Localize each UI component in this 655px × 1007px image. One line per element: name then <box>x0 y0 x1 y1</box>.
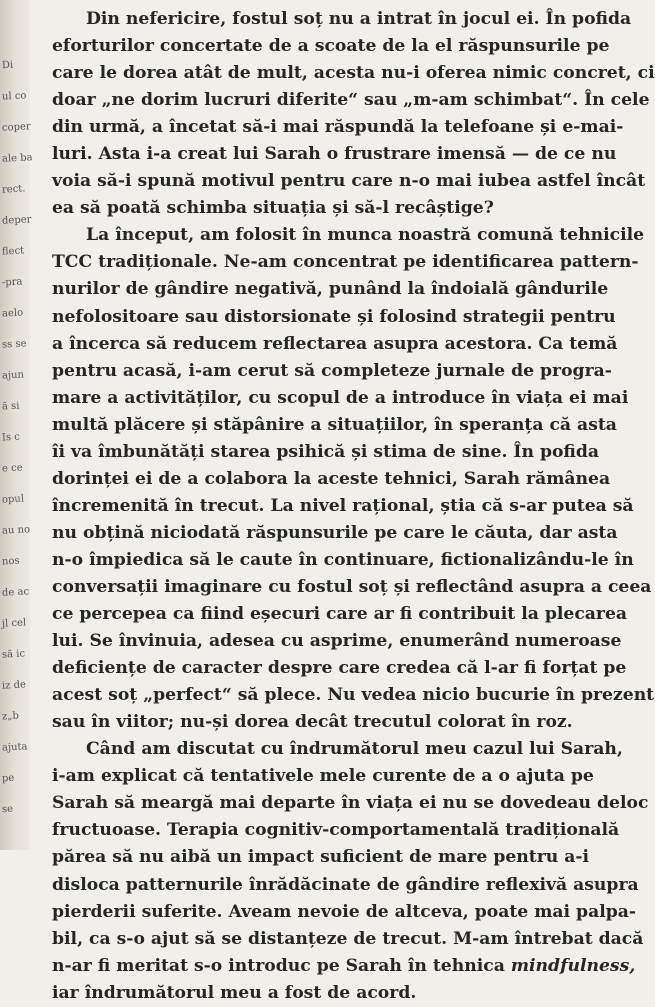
text-line: n-o împiedica să le caute în continuare, fictionalizându-le în <box>52 549 634 570</box>
gutter-fragment: ajun <box>1 369 25 382</box>
text-line: eforturilor concertate de a scoate de la el răspunsurile pe <box>52 36 610 57</box>
text-line: voia să-i spună motivul pentru care n-o mai iubea astfel încât <box>52 171 646 192</box>
text-line: mare a activităților, cu scopul de a introduce în viața ei mai <box>52 387 629 408</box>
gutter-fragment: jl cel <box>1 617 27 630</box>
text-line: a încerca să reducem reflectarea asupra acestora. Ca temă <box>52 333 618 354</box>
text-line-start: n-ar fi meritat s-o introduc pe Sarah în tehnica <box>52 955 511 976</box>
gutter-fragment: de ac <box>1 586 30 599</box>
text-line: TCC tradiționale. Ne-am concentrat pe identificarea pattern- <box>52 252 639 273</box>
gutter-fragment: ajuta <box>1 741 28 754</box>
text-line: La început, am folosit în munca noastră comună tehnicile <box>86 225 645 246</box>
text-line: Sarah să meargă mai departe în viața ei nu se dovedeau deloc <box>52 793 649 814</box>
gutter-fragment: -pra <box>1 276 23 289</box>
text-line: acest soț „perfect“ să plece. Nu vedea nicio bucurie în prezent <box>52 685 655 706</box>
gutter-fragment: ss se <box>1 338 27 351</box>
text-line: dorinței ei de a colabora la aceste tehnici, Sarah rămânea <box>52 468 611 489</box>
text-line: multă plăcere și stăpânire a situațiilor, în speranța că asta <box>52 414 617 435</box>
paragraph-1 <box>52 6 655 222</box>
book-page <box>52 6 655 1007</box>
text-line: nurilor de gândire negativă, punând la îndoială gândurile <box>52 279 609 300</box>
gutter-fragment: ale ba <box>1 152 33 165</box>
text-line: i-am explicat că tentativele mele curente de a o ajuta pe <box>52 766 594 787</box>
adjacent-page-edge <box>0 0 33 850</box>
text-line: pentru acasă, i-am cerut să completeze jurnale de progra- <box>52 360 612 381</box>
text-line: ea să poată schimba situația și să-l recâștige? <box>52 198 494 219</box>
text-line: fructuoase. Terapia cognitiv-comportamentală tradițională <box>52 820 620 841</box>
text-line: deficiențe de caracter despre care credea că l-ar fi forțat pe <box>52 658 627 679</box>
text-line: îi va îmbunătăți starea psihică și stima de sine. În pofida <box>52 441 600 462</box>
text-line: disloca patternurile înrădăcinate de gândire reflexivă asupra <box>52 874 639 895</box>
gutter-fragment: Di <box>1 59 14 72</box>
text-line: iar îndrumătorul meu a fost de acord. <box>52 982 417 1003</box>
gutter-fragment: ă si <box>1 400 20 413</box>
paragraph-3 <box>52 736 649 1006</box>
gutter-fragment: rect. <box>1 183 26 196</box>
gutter-fragment: coper <box>1 121 32 134</box>
text-line: Când am discutat cu îndrumătorul meu cazul lui Sarah, <box>86 739 623 760</box>
text-line: părea să nu aibă un impact suficient de mare pentru a-i <box>52 847 590 868</box>
text-line: bil, ca s-o ajut să se distanțeze de trecut. M-am întrebat dacă <box>52 928 644 949</box>
text-line: nu obțină niciodată răspunsurile pe care le căuta, dar asta <box>52 522 618 543</box>
text-line: lui. Se învinuia, adesea cu asprime, enumerând numeroase <box>52 631 622 652</box>
gutter-fragment: Is c <box>1 431 21 444</box>
gutter-fragment: opul <box>1 493 25 506</box>
gutter-fragment: aelo <box>1 307 24 320</box>
gutter-fragment: pe <box>1 772 15 785</box>
gutter-fragment: deper <box>1 214 32 227</box>
italic-term: mindfulness, <box>510 955 636 976</box>
gutter-fragment: au no <box>1 524 31 537</box>
text-line: încremenită în trecut. La nivel rațional, știa că s-ar putea să <box>52 495 634 516</box>
gutter-fragment: se <box>1 803 14 816</box>
text-line: nefolositoare sau distorsionate și folosind strategii pentru <box>52 306 616 327</box>
text-line: ce percepea ca fiind eșecuri care ar fi contribuit la plecarea <box>52 604 628 625</box>
gutter-fragment: z„b <box>1 710 20 723</box>
text-line: sau în viitor; nu-și dorea decât trecutul colorat în roz. <box>52 712 573 733</box>
gutter-fragment: e ce <box>1 462 23 475</box>
text-line: din urmă, a încetat să-i mai răspundă la telefoane și e-mai- <box>52 117 624 138</box>
gutter-fragment: ul co <box>1 90 27 103</box>
gutter-fragment: nos <box>1 555 20 568</box>
text-line: care le dorea atât de mult, acesta nu-i oferea nimic concret, ci <box>52 63 655 84</box>
paragraph-2 <box>52 222 655 736</box>
text-line: luri. Asta i-a creat lui Sarah o frustrare imensă — de ce nu <box>52 144 617 165</box>
text-line: conversații imaginare cu fostul soț și reflectând asupra a ceea <box>52 576 652 597</box>
text-line: doar „ne dorim lucruri diferite“ sau „m-am schimbat“. În cele <box>52 90 650 111</box>
gutter-fragment: iz de <box>1 679 27 692</box>
text-line: Din nefericire, fostul soț nu a intrat în jocul ei. În pofida <box>86 9 632 29</box>
text-line <box>52 953 636 980</box>
gutter-fragment: flect <box>1 245 25 258</box>
text-line: pierderii suferite. Aveam nevoie de altceva, poate mai palpa- <box>52 901 637 922</box>
gutter-fragment: să ic <box>1 648 26 661</box>
